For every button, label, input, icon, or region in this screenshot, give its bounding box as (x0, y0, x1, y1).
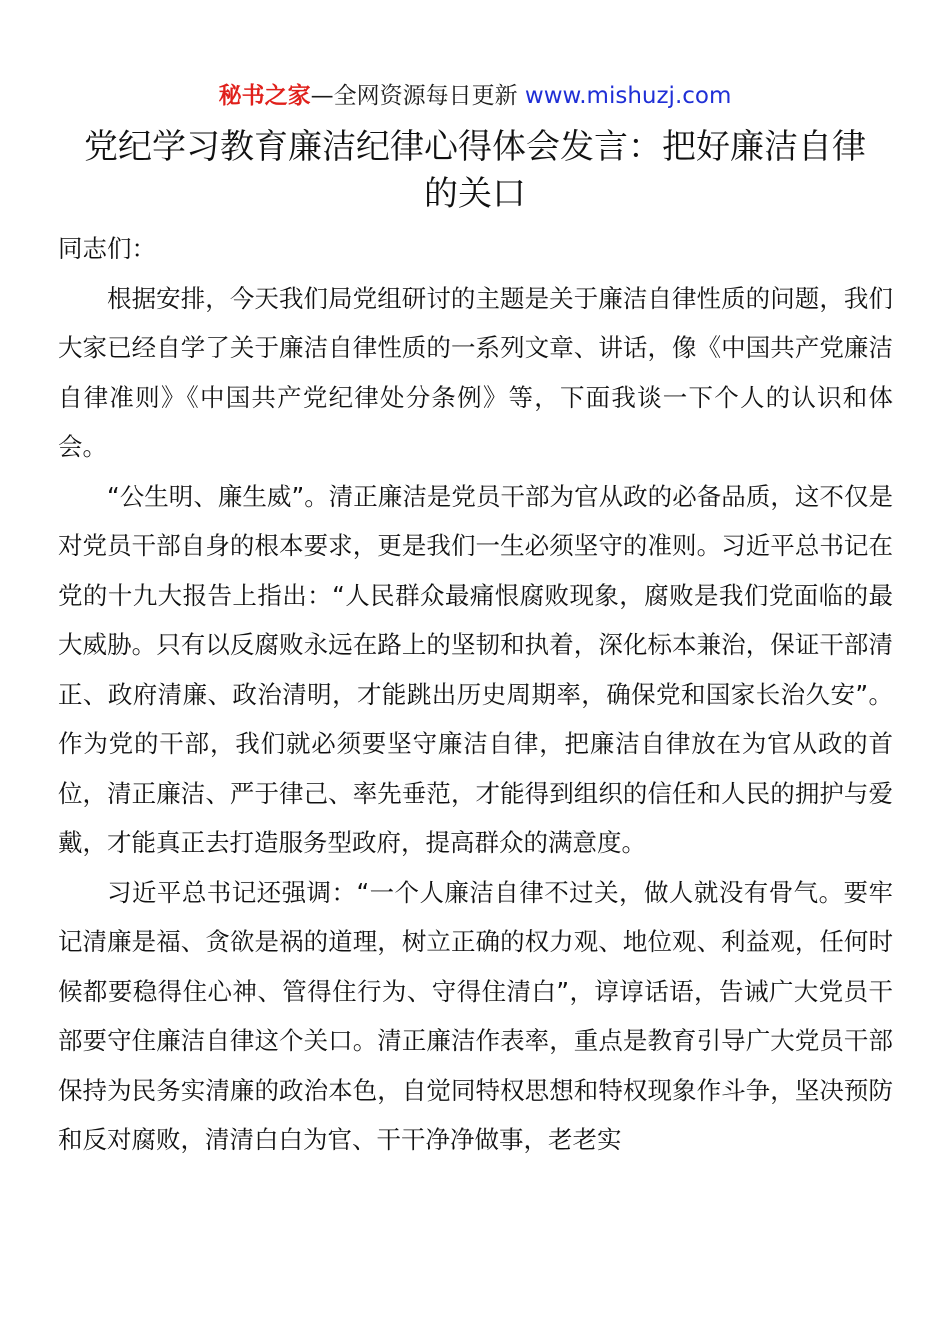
document-body (58, 224, 893, 1165)
site-url-link[interactable]: www.mishuzj.com (524, 83, 732, 109)
site-tagline: —全网资源每日更新 (310, 83, 525, 109)
paragraph-3: 习近平总书记还强调：“一个人廉洁自律不过关，做人就没有骨气。要牢记清廉是福、贪欲是祸的道理，树立正确的权力观、地位观、利益观，任何时候都要稳得住心神、管得住行为、守得住清白”，谆谆话语，告诫广大党员干部要守住廉洁自律这个关口。清正廉洁作表率，重点是教育引导广大党员干部保持为民务实清廉的政治本色，自觉同特权思想和特权现象作斗争，坚决预防和反对腐败，清清白白为官、干干净净做事，老老实 (58, 877, 893, 1154)
paragraph-2: “公生明、廉生威”。清正廉洁是党员干部为官从政的必备品质，这不仅是对党员干部自身的根本要求，更是我们一生必须坚守的准则。习近平总书记在党的十九大报告上指出：“人民群众最痛恨腐败现象，腐败是我们党面临的最大威胁。只有以反腐败永远在路上的坚韧和执着，深化标本兼治，保证干部清正、政府清廉、政治清明，才能跳出历史周期率，确保党和国家长治久安”。作为党的干部，我们就必须要坚守廉洁自律，把廉洁自律放在为官从政的首位，清正廉洁、严于律己、率先垂范，才能得到组织的信任和人民的拥护与爱戴，才能真正去打造服务型政府，提高群众的满意度。 (58, 481, 893, 857)
salutation: 同志们： (58, 234, 156, 263)
site-header (0, 80, 950, 112)
document-title: 党纪学习教育廉洁纪律心得体会发言：把好廉洁自律的关口 (84, 127, 866, 214)
paragraph-1: 根据安排，今天我们局党组研讨的主题是关于廉洁自律性质的问题，我们大家已经自学了关于廉洁自律性质的一系列文章、讲话，像《中国共产党廉洁自律准则》《中国共产党纪律处分条例》等，下面我谈一下个人的认识和体会。 (58, 283, 893, 461)
brand-name: 秘书之家 (218, 83, 311, 109)
